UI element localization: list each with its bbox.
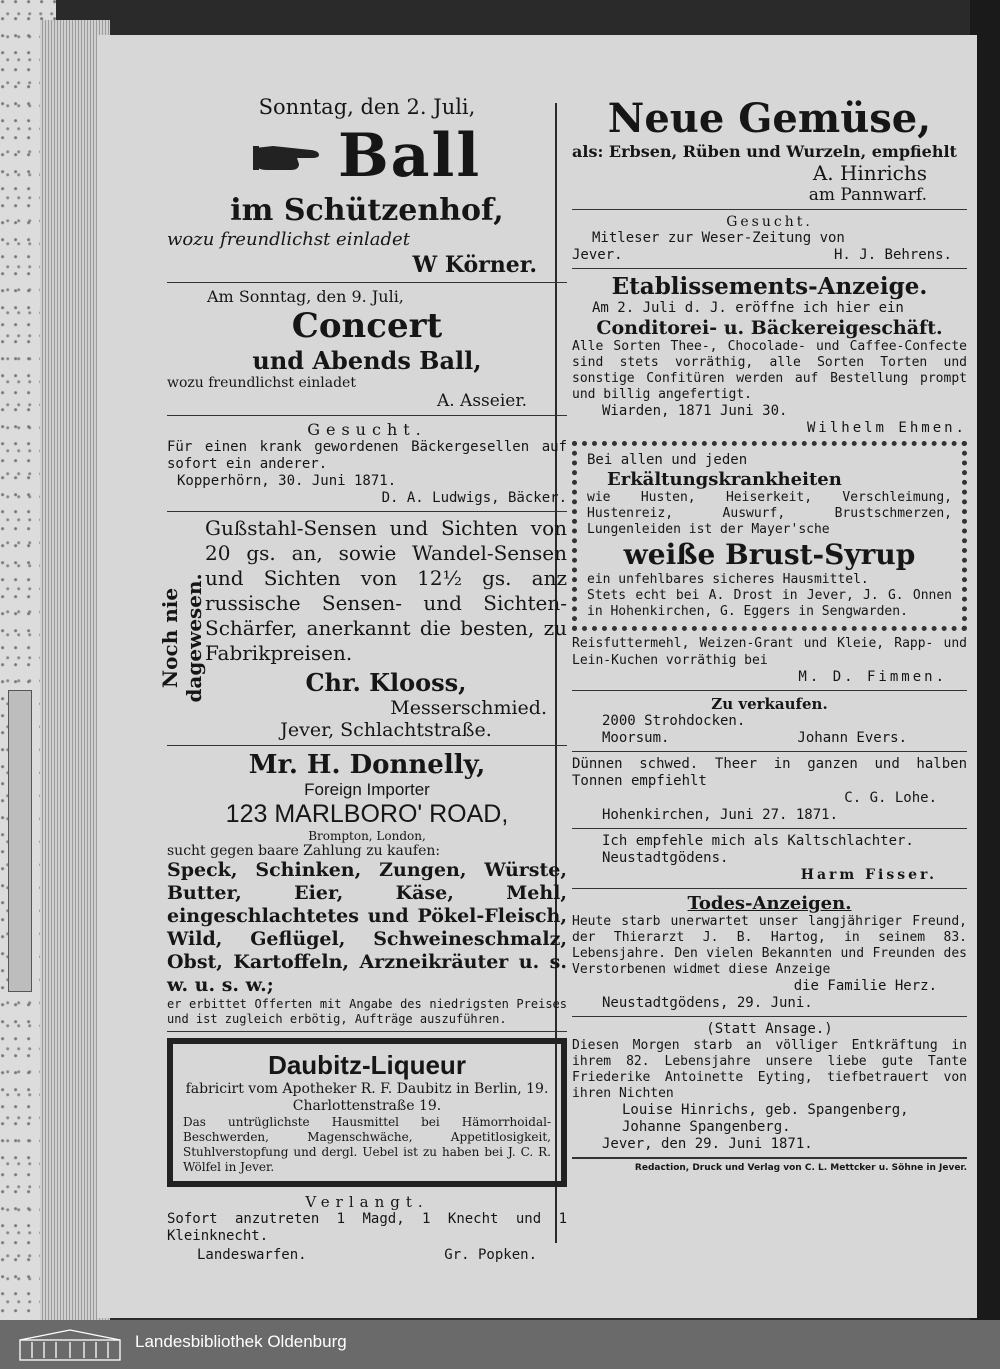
donnelly-seeks: sucht gegen baare Zahlung zu kaufen: [167,843,441,859]
todes-ad [572,893,967,1153]
library-building-icon [18,1328,122,1362]
liqueur-title: Daubitz-Liqueur [268,1050,466,1080]
brustsyrup-product: weiße Brust-Syrup [623,538,916,571]
separator [167,511,567,512]
etablissement-title: Etablissements-Anzeige. [611,273,928,300]
donnelly-ad [167,750,567,1027]
separator [572,1016,967,1017]
verlangt-place: Landeswarfen. [197,1247,307,1263]
sensen-ad [158,516,567,741]
ball-place: im Schützenhof, [230,193,504,228]
todes-text: Heute starb unerwartet unser langjähriger Freund, der Thierarzt J. B. Hartog, in seinem 83. Lebensjahre. Den vielen Bekannten und Freunden des Verstorbenen widmet diese Anzeige [572,914,967,977]
gesucht-place-date: Kopperhörn, 30. Juni 1871. [177,473,397,489]
gemuese-title: Neue Gemüse, [607,95,932,142]
todes-statt: (Statt Ansage.) [706,1021,833,1037]
vertical-banner-text: Noch nie dagewesen. [158,573,206,703]
concert-line2: und Abends Ball, [252,346,482,375]
donnelly-closing: er erbittet Offerten mit Angabe des niedrigsten Preises und ist zugleich erbötig, Aufträge auszuführen. [167,997,567,1026]
brustsyrup-claim: ein unfehlbares sicheres Hausmittel. [587,572,869,587]
etablissement-ad [572,273,967,437]
donnelly-address: 123 MARLBORO' ROAD, [225,800,509,828]
gemuese-place: am Pannwarf. [808,185,927,205]
verkaufen-item: 2000 Strohdocken. [602,713,746,729]
brustsyrup-heading: Erkältungskrankheiten [607,469,842,490]
vertical-banner [158,524,206,734]
kaltschlachter-name: Harm Fisser. [800,867,937,883]
verlangt-text: Sofort anzutreten 1 Magd, 1 Knecht und 1 Kleinknecht. [167,1211,567,1244]
right-column [572,95,967,1173]
gesucht-text: Für einen krank gewordenen Bäckergesellen auf sofort ein anderer. [167,439,567,472]
separator [167,415,567,416]
gesucht-ad [167,420,567,507]
liqueur-text: Das untrüglichste Hausmittel bei Hämorrhoidal-Beschwerden, Magenschwäche, Appetitlosigkeit, Stuhlverstopfung und dergl. Uebel ist zu haben bei J. C. R. Wölfel in Jever. [183,1115,551,1174]
separator [167,1031,567,1032]
kaltschlachter-text: Ich empfehle mich als Kaltschlachter. [602,833,914,849]
newspaper-page [97,35,977,1318]
sensen-trade: Messerschmied. [390,697,547,719]
gesucht-signature: D. A. Ludwigs, Bäcker. [381,490,567,506]
donnelly-goods: Speck, Schinken, Zungen, Würste, Butter, Eier, Käse, Mehl, eingeschlachtetes und Pökel-Fleisch, Wild, Geflügel, Schweineschmalz, Obst, Kartoffeln, Arzneikräuter u. s. w. u. s. w.; [167,859,567,996]
reisfutter-name: M. D. Fimmen. [798,669,947,685]
brustsyrup-text: wie Husten, Heiserkeit, Verschleimung, Hustenreiz, Auswurf, Brustschmerzen, Lungenleiden ist der Mayer'sche [587,490,952,537]
ball-invite: wozu freundlichst einladet [167,229,410,250]
concert-ad [167,287,567,411]
ball-host: W Körner. [412,252,537,278]
verlangt-heading: Verlangt. [305,1193,429,1211]
brustsyrup-sellers: Stets echt bei A. Drost in Jever, J. G. Onnen in Hohenkirchen, G. Eggers in Sengwarden. [587,588,952,619]
todes-text2: Diesen Morgen starb an völliger Entkräftung in ihrem 82. Lebensjahre unsere liebe gute Tante Friederike Antoinette Eyting, tiefbetrauert von ihren Nichten [572,1038,967,1101]
donnelly-name: Mr. H. Donnelly, [248,750,486,780]
ball-ad [167,95,567,278]
todes-family: die Familie Herz. [793,978,937,994]
gesucht2-heading: Gesucht. [726,214,813,230]
gesucht-heading: Gesucht. [307,420,427,439]
etablissement-intro: Am 2. Juli d. J. eröffne ich hier ein [592,300,904,316]
theer-place-date: Hohenkirchen, Juni 27. 1871. [602,807,839,823]
footer-bar [0,1320,1000,1369]
imprint: Redaction, Druck und Verlag von C. L. Mettcker u. Söhne in Jever. [634,1163,967,1173]
separator [572,751,967,752]
gemuese-name: A. Hinrichs [812,161,927,185]
sensen-name: Chr. Klooss, [305,668,467,697]
theer-text: Dünnen schwed. Theer in ganzen und halben Tonnen empfiehlt [572,756,967,789]
library-name: Landesbibliothek Oldenburg [135,1332,347,1351]
kaltschlachter-ad [572,833,967,884]
gesucht2-place: Jever. [572,247,623,263]
concert-invite: wozu freundlichst einladet [167,375,356,391]
concert-title: Concert [291,306,443,346]
gemuese-text: als: Erbsen, Rüben und Wurzeln, empfiehlt [572,142,957,161]
gesucht2-ad [572,214,967,264]
pointing-hand-icon [253,138,333,174]
todes-date: Jever, den 29. Juni 1871. [602,1136,813,1152]
verkaufen-name: Johann Evers. [797,730,907,746]
todes-niece2: Johanne Spangenberg. [622,1119,791,1135]
etablissement-business: Conditorei- u. Bäckereigeschäft. [596,317,943,339]
brustsyrup-ad [572,441,967,631]
reisfutter-ad [572,635,967,686]
page-tab [8,690,32,992]
separator [572,888,967,889]
sensen-address: Jever, Schlachtstraße. [280,719,492,741]
separator [167,745,567,746]
gesucht2-name: H. J. Behrens. [833,247,952,263]
todes-niece1: Louise Hinrichs, geb. Spangenberg, [622,1102,909,1118]
separator [572,268,967,269]
theer-ad [572,756,967,824]
liqueur-maker: fabricirt vom Apotheker R. F. Daubitz in Berlin, 19. Charlottenstraße 19. [185,1081,549,1114]
concert-date: Am Sonntag, den 9. Juli, [207,287,404,306]
verkaufen-heading: Zu verkaufen. [711,695,828,713]
separator [167,282,567,283]
todes-heading: Todes-Anzeigen. [687,893,852,914]
kaltschlachter-place: Neustadtgödens. [602,850,729,866]
verlangt-signature: Gr. Popken. [444,1247,537,1263]
verkaufen-ad [572,695,967,747]
brustsyrup-intro: Bei allen und jeden [587,452,748,468]
etablissement-text: Alle Sorten Thee-, Chocolade- und Caffee-Confecte sind stets vorräthig, alle Sorten Torten und sonstige Confitüren werden auf Bestellung prompt und billig angefertigt. [572,339,967,402]
gesucht2-text: Mitleser zur Weser-Zeitung von [592,230,845,246]
ball-title: Ball [337,121,482,191]
separator [572,828,967,829]
etablissement-place-date: Wiarden, 1871 Juni 30. [602,403,788,419]
theer-name: C. G. Lohe. [844,790,937,806]
separator [572,209,967,210]
separator [572,690,967,691]
separator [572,1157,967,1159]
gemuese-ad [572,95,967,205]
verkaufen-place: Moorsum. [602,730,670,746]
liqueur-ad [167,1038,567,1187]
verlangt-ad [167,1193,567,1264]
reisfutter-text: Reisfuttermehl, Weizen-Grant und Kleie, Rapp- und Lein-Kuchen vorräthig bei [572,636,967,668]
etablissement-name: Wilhelm Ehmen. [806,420,967,436]
donnelly-city: Brompton, London, [308,829,426,843]
concert-host: A. Asseier. [436,391,527,411]
todes-place-date: Neustadtgödens, 29. Juni. [602,995,813,1011]
sensen-text: Gußstahl-Sensen und Sichten von 20 gs. an, sowie Wandel-Sensen und Sichten von 12½ gs. anz russische Sensen- und Sichten-Schärfer, anerkannt die besten, zu Fabrikpreisen. [205,516,567,665]
donnelly-role: Foreign Importer [304,780,430,799]
ball-date: Sonntag, den 2. Juli, [258,95,476,119]
left-column [158,95,567,1264]
